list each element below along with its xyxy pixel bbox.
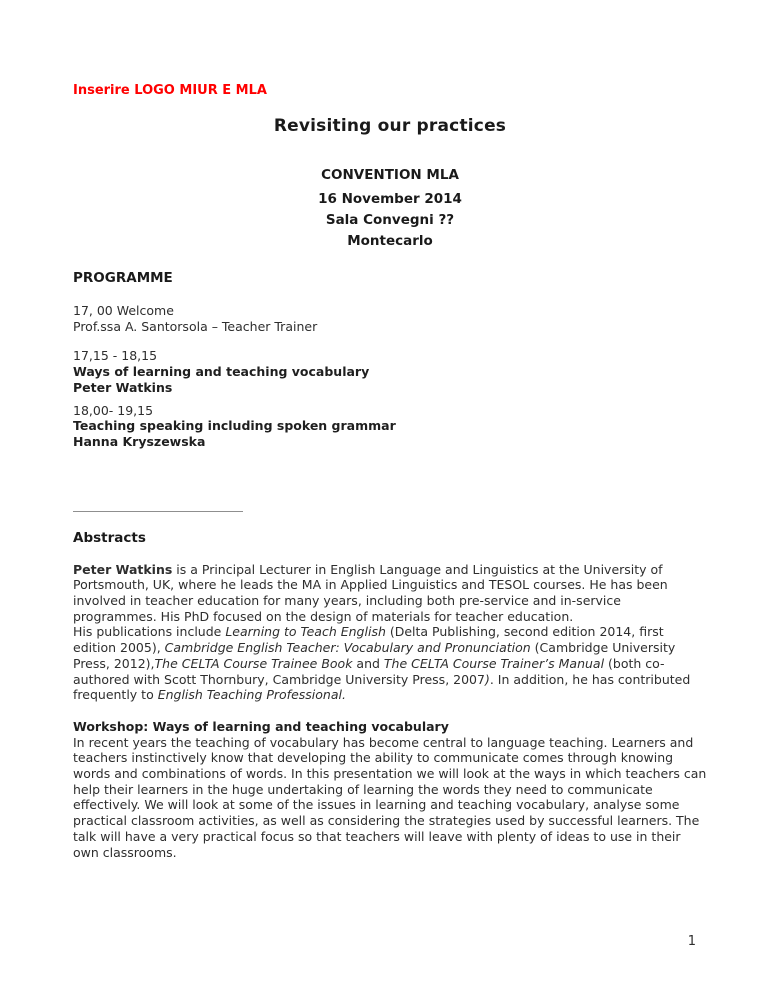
page-number: 1 xyxy=(687,934,696,949)
venue-line: Sala Convegni ?? xyxy=(325,212,455,228)
session-title: Teaching speaking including spoken grammar xyxy=(73,418,396,434)
session-time: 17,15 - 18,15 xyxy=(73,348,158,364)
workshop-heading: Workshop: Ways of learning and teaching vocabulary xyxy=(73,718,449,734)
session-title: Ways of learning and teaching vocabulary xyxy=(73,364,370,380)
abstracts-heading: Abstracts xyxy=(73,529,146,546)
programme-welcome xyxy=(73,303,707,334)
welcome-host-line: Prof.ssa A. Santorsola – Teacher Trainer xyxy=(73,318,318,334)
separator-line xyxy=(73,511,243,512)
welcome-time-line: 17, 00 Welcome xyxy=(73,303,174,318)
workshop-body-paragraph: In recent years the teaching of vocabulary has become central to language teaching. Learners and teachers instinctively know that developing the ability to communicate comes through knowing words and combinations of words. In this presentation we will look at the ways in which teachers can help their learners in the huge undertaking of learning the words they need to communicate effectively. We will look at some of the issues in learning and teaching vocabulary, analyse some practical classroom activities, as well as considering the strategies used by successful learners. The talk will have a very practical focus so that teachers will leave with plenty of ideas to use in their own classrooms. xyxy=(73,734,707,860)
session-speaker: Peter Watkins xyxy=(73,379,173,395)
convention-name: CONVENTION MLA xyxy=(321,167,459,183)
programme-session xyxy=(73,403,707,450)
event-details-block xyxy=(73,165,707,252)
logo-placeholder-note: Inserire LOGO MIUR E MLA xyxy=(73,83,267,98)
workshop-abstract xyxy=(73,719,707,860)
programme-session xyxy=(73,348,707,395)
session-speaker: Hanna Kryszewska xyxy=(73,433,206,449)
city-line: Montecarlo xyxy=(347,233,433,249)
session-time: 18,00- 19,15 xyxy=(73,402,154,418)
programme-heading: PROGRAMME xyxy=(73,270,173,286)
event-date: 16 November 2014 xyxy=(318,191,462,207)
speaker-bio-paragraph: Peter Watkins is a Principal Lecturer in English Language and Linguistics at the University of Portsmouth, UK, where he leads the MA in Applied Linguistics and TESOL courses. He has been involved in teacher education for many years, including both pre-service and in-service programmes. His PhD focused on the design of materials for teacher education. His publications include Learning to Teach English (Delta Publishing, second edition 2014, first edition 2005), Cambridge English Teacher: Vocabulary and Pronunciation (Cambridge University Press, 2012),The CELTA Course Trainee Book and The CELTA Course Trainer’s Manual (both co-authored with Scott Thornbury, Cambridge University Press, 2007). In addition, he has contributed frequently to English Teaching Professional. xyxy=(73,561,691,703)
document-title: Revisiting our practices xyxy=(273,116,507,136)
